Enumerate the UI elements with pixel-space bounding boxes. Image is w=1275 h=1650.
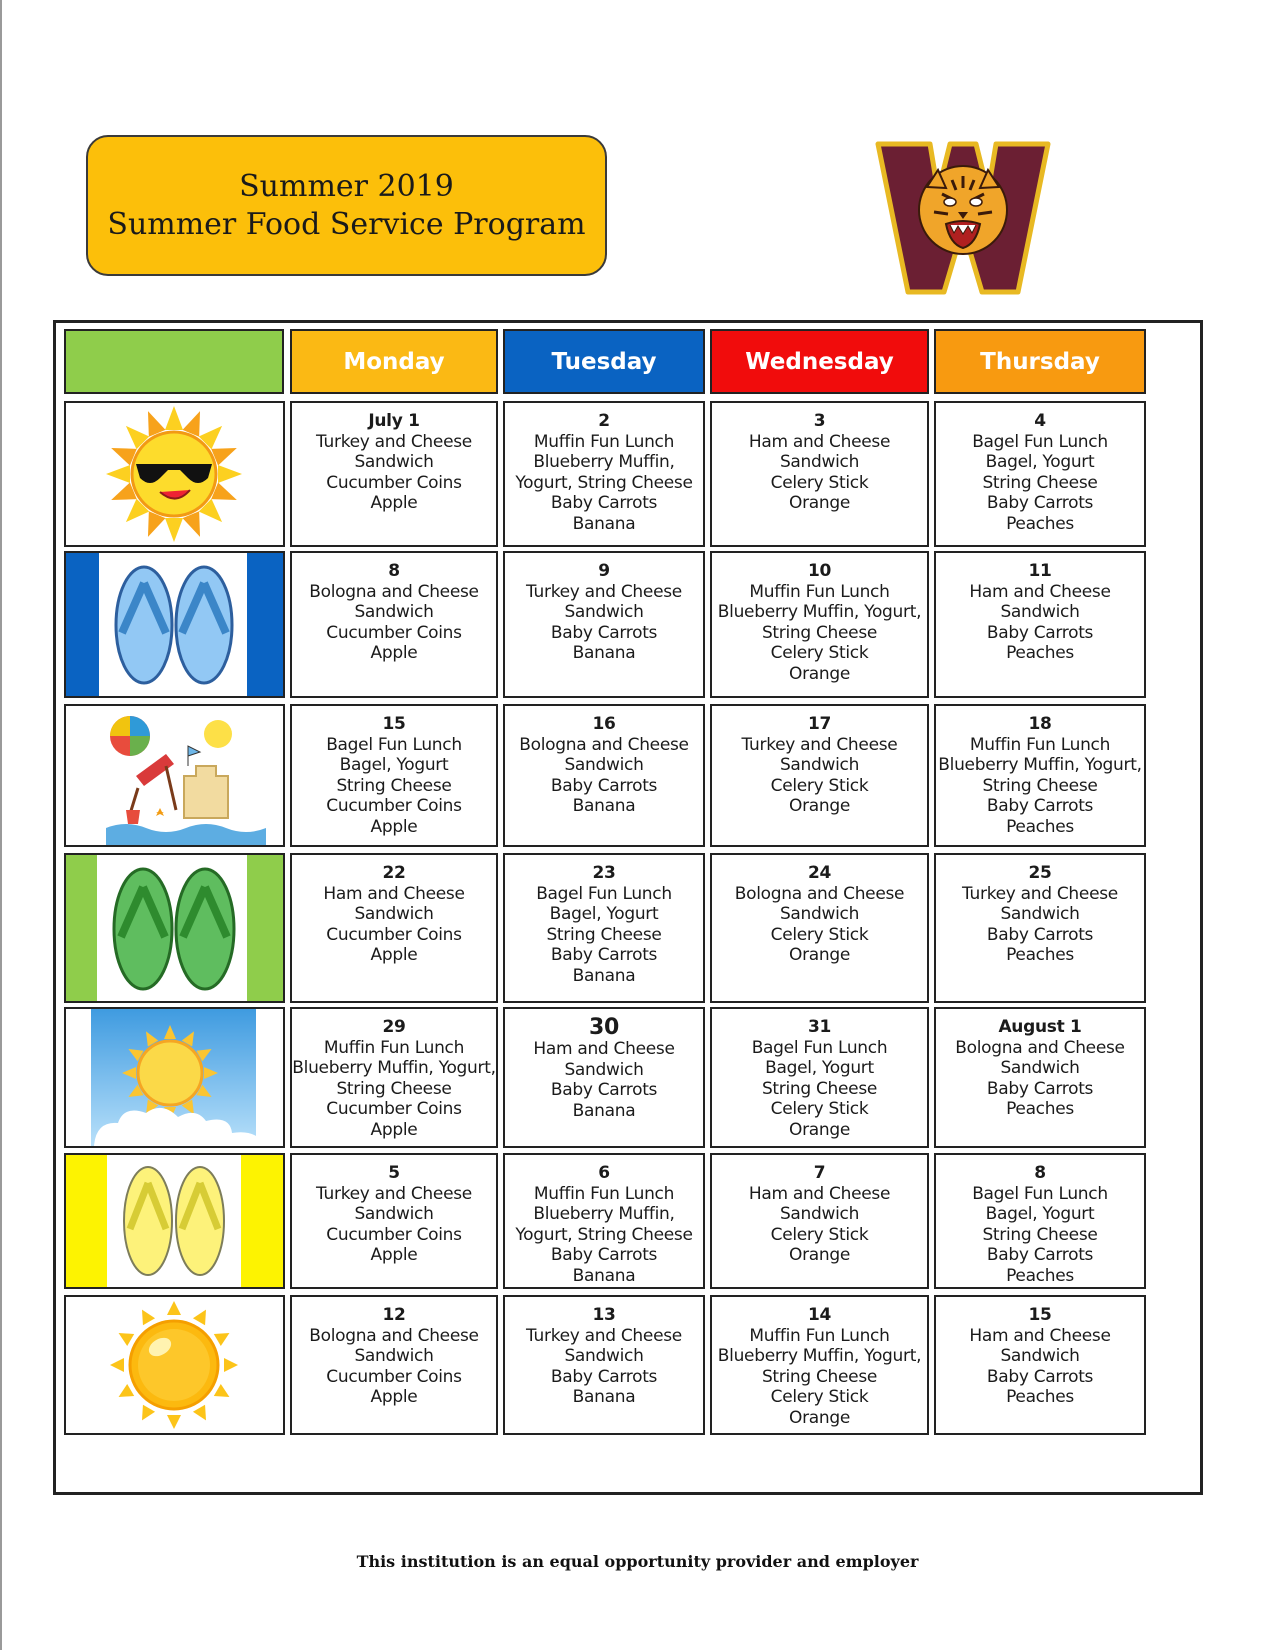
- cell-date: 8: [388, 561, 400, 581]
- menu-item: Ham and Cheese: [748, 431, 891, 452]
- sunglasses-sun-icon: [66, 403, 283, 545]
- menu-item: Cucumber Coins: [326, 1366, 462, 1387]
- menu-item: Sandwich: [564, 1346, 644, 1366]
- cell-date: 31: [807, 1017, 832, 1037]
- menu-item: Sandwich: [1000, 904, 1080, 924]
- header-wednesday: Wednesday: [710, 329, 929, 394]
- cell-date: 14: [807, 1305, 832, 1325]
- menu-item: Banana: [572, 1100, 636, 1121]
- menu-item: Peaches: [1006, 1387, 1074, 1407]
- menu-item: Baby Carrots: [550, 945, 658, 965]
- menu-day-cell: [710, 704, 929, 847]
- cell-date: 25: [1028, 863, 1052, 883]
- cell-date: 16: [592, 714, 616, 734]
- menu-item: Blueberry Muffin, Yogurt,: [938, 755, 1142, 775]
- menu-item: Celery Stick: [770, 1387, 869, 1407]
- menu-item: Banana: [572, 796, 636, 816]
- cell-date: 17: [807, 714, 832, 734]
- cell-date: 8: [1034, 1163, 1046, 1183]
- menu-day-cell: [503, 401, 705, 547]
- menu-item: Peaches: [1006, 513, 1074, 534]
- page-edge: [0, 0, 2, 1650]
- menu-day-cell: [290, 1007, 498, 1148]
- menu-item: Sandwich: [779, 1204, 860, 1224]
- cell-date: 29: [382, 1017, 406, 1037]
- bright-sun-icon: [66, 1297, 283, 1433]
- menu-item: Baby Carrots: [550, 493, 658, 513]
- menu-item: Yogurt, String Cheese: [515, 472, 693, 493]
- menu-item: Celery Stick: [770, 1099, 869, 1119]
- menu-item: Turkey and Cheese: [526, 581, 682, 602]
- cell-date: 2: [598, 411, 610, 431]
- cell-date: 18: [1028, 714, 1052, 734]
- menu-item: Apple: [370, 816, 418, 837]
- cell-date: 22: [382, 863, 406, 883]
- cell-date: 3: [813, 411, 826, 431]
- row-picture: [64, 1295, 285, 1435]
- menu-item: Apple: [370, 1119, 418, 1140]
- menu-day-cell: [503, 1295, 705, 1435]
- menu-day-cell: [290, 401, 498, 547]
- menu-item: Apple: [370, 945, 418, 965]
- menu-item: Yogurt, String Cheese: [515, 1224, 693, 1245]
- menu-item: Sandwich: [779, 755, 860, 775]
- menu-day-cell: [934, 704, 1146, 847]
- row-picture: [64, 1007, 285, 1148]
- menu-item: Orange: [788, 493, 850, 513]
- menu-item: Baby Carrots: [550, 1080, 658, 1100]
- program-title-box: [86, 135, 607, 276]
- yellow-flip-flops-icon: [66, 1155, 283, 1287]
- menu-item: Turkey and Cheese: [741, 734, 898, 755]
- header-tuesday: Tuesday: [503, 329, 705, 394]
- menu-item: Sandwich: [1000, 1346, 1080, 1366]
- menu-item: Celery Stick: [770, 643, 869, 663]
- menu-item: Sandwich: [354, 452, 434, 472]
- cell-date: 30: [588, 1015, 619, 1040]
- menu-item: Cucumber Coins: [326, 472, 462, 493]
- menu-item: Muffin Fun Lunch: [969, 734, 1111, 755]
- menu-item: String Cheese: [336, 775, 452, 796]
- menu-item: Banana: [572, 965, 636, 986]
- menu-item: Orange: [788, 1245, 850, 1265]
- cell-date: 5: [388, 1163, 400, 1183]
- green-flip-flops-icon: [66, 855, 283, 1001]
- menu-item: Muffin Fun Lunch: [533, 431, 675, 452]
- cell-date: 7: [813, 1163, 826, 1183]
- menu-item: Bologna and Cheese: [309, 1325, 479, 1346]
- menu-item: Peaches: [1006, 816, 1074, 837]
- menu-day-cell: [503, 704, 705, 847]
- title-line-2: Summer Food Service Program: [107, 206, 586, 242]
- menu-item: Sandwich: [354, 904, 434, 924]
- menu-item: Baby Carrots: [986, 1245, 1094, 1265]
- cell-date: 23: [592, 863, 616, 883]
- menu-item: Muffin Fun Lunch: [323, 1037, 465, 1058]
- menu-item: Celery Stick: [770, 924, 869, 945]
- menu-item: Apple: [370, 1387, 418, 1407]
- row-picture: [64, 551, 285, 698]
- menu-item: Baby Carrots: [986, 796, 1094, 816]
- cell-date: 15: [382, 714, 406, 734]
- cell-date: 13: [592, 1305, 616, 1325]
- menu-item: Sandwich: [779, 452, 860, 472]
- menu-item: Muffin Fun Lunch: [749, 581, 890, 602]
- menu-item: Blueberry Muffin, Yogurt,: [292, 1058, 496, 1078]
- menu-item: String Cheese: [982, 472, 1098, 493]
- row-picture: [64, 1153, 285, 1289]
- menu-item: Baby Carrots: [550, 622, 658, 643]
- menu-item: Bagel, Yogurt: [985, 452, 1095, 472]
- menu-item: Peaches: [1006, 1099, 1074, 1119]
- cell-date: 9: [598, 561, 610, 581]
- menu-day-cell: [934, 1007, 1146, 1148]
- menu-day-cell: [503, 551, 705, 698]
- menu-item: Ham and Cheese: [969, 581, 1111, 602]
- cell-date: 11: [1028, 561, 1052, 581]
- menu-item: Peaches: [1006, 643, 1074, 663]
- blue-flip-flops-icon: [66, 553, 283, 696]
- row-picture: [64, 853, 285, 1003]
- menu-day-cell: [710, 1295, 929, 1435]
- beach-scene-icon: [66, 706, 283, 845]
- menu-item: Blueberry Muffin, Yogurt,: [717, 602, 922, 622]
- menu-item: Baby Carrots: [986, 1078, 1094, 1099]
- menu-item: Baby Carrots: [986, 924, 1094, 945]
- menu-item: Ham and Cheese: [748, 1183, 891, 1204]
- menu-item: Sandwich: [354, 602, 434, 622]
- menu-day-cell: [290, 1295, 498, 1435]
- menu-item: Baby Carrots: [986, 622, 1094, 643]
- menu-day-cell: [934, 1153, 1146, 1289]
- menu-day-cell: [934, 401, 1146, 547]
- menu-day-cell: [503, 1153, 705, 1289]
- menu-day-cell: [290, 853, 498, 1003]
- menu-item: Cucumber Coins: [326, 924, 462, 945]
- menu-item: Baby Carrots: [986, 493, 1094, 513]
- menu-item: Sandwich: [564, 602, 644, 622]
- header-thursday: Thursday: [934, 329, 1146, 394]
- menu-item: Banana: [572, 1387, 636, 1407]
- menu-item: Baby Carrots: [550, 775, 658, 796]
- menu-item: Muffin Fun Lunch: [749, 1325, 890, 1346]
- menu-item: Bologna and Cheese: [734, 883, 905, 904]
- cell-date: July 1: [368, 411, 420, 431]
- menu-item: Cucumber Coins: [326, 1224, 462, 1245]
- menu-item: Turkey and Cheese: [316, 431, 472, 452]
- cell-date: 15: [1028, 1305, 1052, 1325]
- menu-day-cell: [934, 853, 1146, 1003]
- menu-item: Baby Carrots: [986, 1366, 1094, 1387]
- menu-item: Blueberry Muffin,: [533, 1204, 675, 1224]
- menu-item: Orange: [788, 1407, 850, 1428]
- menu-item: String Cheese: [336, 1078, 452, 1099]
- wildcat-w-logo: [872, 132, 1054, 312]
- menu-day-cell: [934, 1295, 1146, 1435]
- menu-item: Muffin Fun Lunch: [533, 1183, 675, 1204]
- menu-item: Banana: [572, 1265, 636, 1286]
- menu-item: String Cheese: [982, 1224, 1098, 1245]
- menu-item: Orange: [788, 663, 850, 684]
- header-monday: Monday: [290, 329, 498, 394]
- menu-item: Celery Stick: [770, 775, 869, 796]
- menu-item: Cucumber Coins: [326, 622, 462, 643]
- menu-day-cell: [290, 704, 498, 847]
- row-picture: [64, 401, 285, 547]
- menu-item: Blueberry Muffin, Yogurt,: [717, 1346, 922, 1366]
- menu-item: Sandwich: [779, 904, 860, 924]
- menu-item: Bagel Fun Lunch: [536, 883, 672, 904]
- title-line-1: Summer 2019: [239, 168, 454, 204]
- header-corner: [64, 329, 284, 394]
- menu-day-cell: [503, 1007, 705, 1148]
- cell-date: 10: [807, 561, 832, 581]
- menu-item: Sandwich: [1000, 602, 1080, 622]
- menu-item: Turkey and Cheese: [962, 883, 1118, 904]
- menu-item: String Cheese: [761, 1366, 878, 1387]
- menu-item: Apple: [370, 643, 418, 663]
- menu-day-cell: [710, 401, 929, 547]
- menu-day-cell: [934, 551, 1146, 698]
- sun-in-clouds-icon: [66, 1009, 283, 1146]
- menu-item: Celery Stick: [770, 472, 869, 493]
- row-picture: [64, 704, 285, 847]
- equal-opportunity-footer: This institution is an equal opportunity provider and employer: [356, 1552, 919, 1571]
- menu-item: Bologna and Cheese: [519, 734, 689, 755]
- menu-item: Banana: [572, 513, 636, 534]
- menu-item: Sandwich: [354, 1346, 434, 1366]
- menu-day-cell: [503, 853, 705, 1003]
- menu-item: Peaches: [1006, 1265, 1074, 1286]
- menu-item: Bagel, Yogurt: [985, 1204, 1095, 1224]
- menu-item: Bagel, Yogurt: [549, 904, 659, 924]
- menu-item: Ham and Cheese: [323, 883, 465, 904]
- menu-item: Bagel Fun Lunch: [972, 431, 1108, 452]
- menu-item: Cucumber Coins: [326, 1099, 462, 1119]
- cell-date: August 1: [998, 1017, 1082, 1037]
- menu-item: Bologna and Cheese: [309, 581, 479, 602]
- cell-date: 24: [807, 863, 832, 883]
- menu-item: String Cheese: [761, 622, 878, 643]
- menu-item: String Cheese: [546, 924, 662, 945]
- menu-item: Celery Stick: [770, 1224, 869, 1245]
- menu-item: Blueberry Muffin,: [533, 452, 675, 472]
- menu-day-cell: [710, 1153, 929, 1289]
- menu-item: Orange: [788, 1119, 850, 1140]
- menu-item: Bologna and Cheese: [955, 1037, 1125, 1058]
- cell-date: 12: [382, 1305, 406, 1325]
- menu-item: Bagel, Yogurt: [339, 755, 449, 775]
- menu-day-cell: [290, 551, 498, 698]
- menu-item: String Cheese: [982, 775, 1098, 796]
- menu-item: Apple: [370, 1245, 418, 1265]
- menu-calendar-grid: [53, 320, 1203, 1495]
- menu-item: Baby Carrots: [550, 1366, 658, 1387]
- menu-item: Turkey and Cheese: [526, 1325, 682, 1346]
- menu-item: Bagel Fun Lunch: [972, 1183, 1108, 1204]
- menu-item: Orange: [788, 945, 850, 965]
- menu-day-cell: [290, 1153, 498, 1289]
- menu-item: Sandwich: [354, 1204, 434, 1224]
- menu-item: Bagel Fun Lunch: [751, 1037, 888, 1058]
- menu-day-cell: [710, 551, 929, 698]
- menu-day-cell: [710, 853, 929, 1003]
- menu-item: Apple: [370, 493, 418, 513]
- menu-item: Banana: [572, 643, 636, 663]
- menu-item: Sandwich: [564, 1059, 644, 1080]
- menu-item: Ham and Cheese: [533, 1039, 675, 1059]
- menu-item: Baby Carrots: [550, 1245, 658, 1265]
- cell-date: 6: [598, 1163, 610, 1183]
- menu-item: Sandwich: [564, 755, 644, 775]
- menu-item: Orange: [788, 796, 850, 816]
- menu-item: Sandwich: [1000, 1058, 1080, 1078]
- menu-item: Turkey and Cheese: [316, 1183, 472, 1204]
- menu-item: Bagel, Yogurt: [765, 1058, 874, 1078]
- menu-item: Bagel Fun Lunch: [326, 734, 462, 755]
- menu-item: Peaches: [1006, 945, 1074, 965]
- menu-day-cell: [710, 1007, 929, 1148]
- menu-item: Cucumber Coins: [326, 796, 462, 816]
- menu-item: Ham and Cheese: [969, 1325, 1111, 1346]
- menu-item: String Cheese: [761, 1078, 878, 1099]
- cell-date: 4: [1034, 411, 1046, 431]
